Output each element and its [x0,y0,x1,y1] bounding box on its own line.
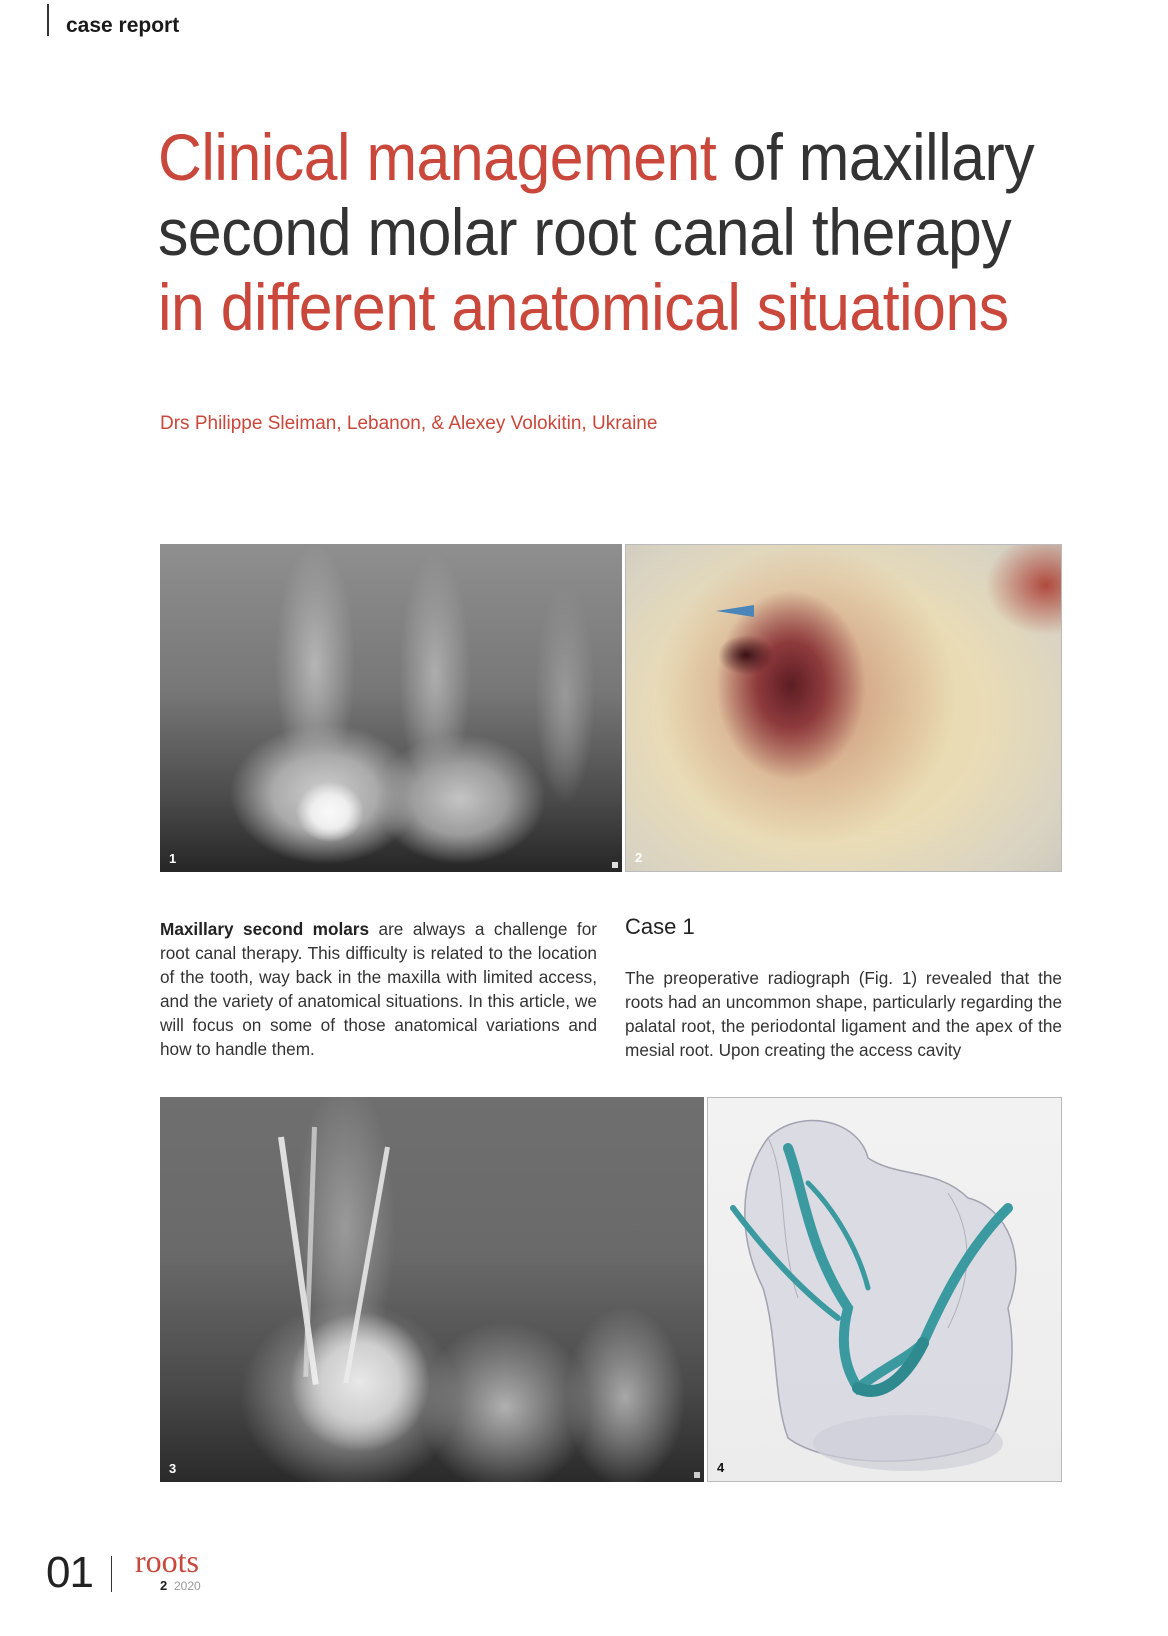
page-number: 01 [46,1548,93,1597]
section-label: case report [66,14,180,37]
figure-1-radiograph [160,544,622,872]
figure-3-filled-canal [343,1147,390,1384]
magazine-logo: roots [135,1543,199,1579]
figure-1-number: 1 [169,851,177,866]
figure-2-number: 2 [635,850,643,865]
title-part-4: in different anatomical situations [158,270,1009,344]
footer-rule [111,1556,112,1592]
article-title [158,120,1035,345]
case-1-paragraph: The preoperative radiograph (Fig. 1) revealed that the roots had an uncommon shape, particularly regarding the palatal root, the periodontal ligament and the apex of the mesial root. Upon creating the access cavity [625,968,1062,1060]
figure-3-radiograph [160,1097,704,1482]
figure-3-number: 3 [169,1461,177,1476]
figure-1-marker [612,862,618,868]
section-rule [47,4,49,36]
intro-bold-lead: Maxillary second molars [160,919,370,939]
intro-paragraph [160,917,597,1061]
title-part-2: of maxillary [716,120,1035,194]
figure-4-tooth-render [708,1098,1062,1482]
figure-2-arrow-icon [716,605,754,617]
article-authors: Drs Philippe Sleiman, Lebanon, & Alexey Volokitin, Ukraine [160,413,658,434]
title-part-3: second molar root canal therapy [158,195,1012,269]
intro-text: are always a challenge for root canal therapy. This difficulty is related to the location of the tooth, way back in the maxilla with limited access, and the variety of anatomical situations. In this article, we will focus on some of those anatomical variations and how to handle them. [160,919,597,1059]
figure-2-clinical-photo [625,544,1062,872]
issue-year: 2020 [174,1579,201,1593]
issue-number: 2 [160,1578,168,1593]
figure-4-3d-render [707,1097,1062,1482]
case-1-heading: Case 1 [625,914,695,939]
figure-4-number: 4 [717,1460,725,1475]
figure-3-marker [694,1472,700,1478]
title-part-1: Clinical management [158,120,717,194]
